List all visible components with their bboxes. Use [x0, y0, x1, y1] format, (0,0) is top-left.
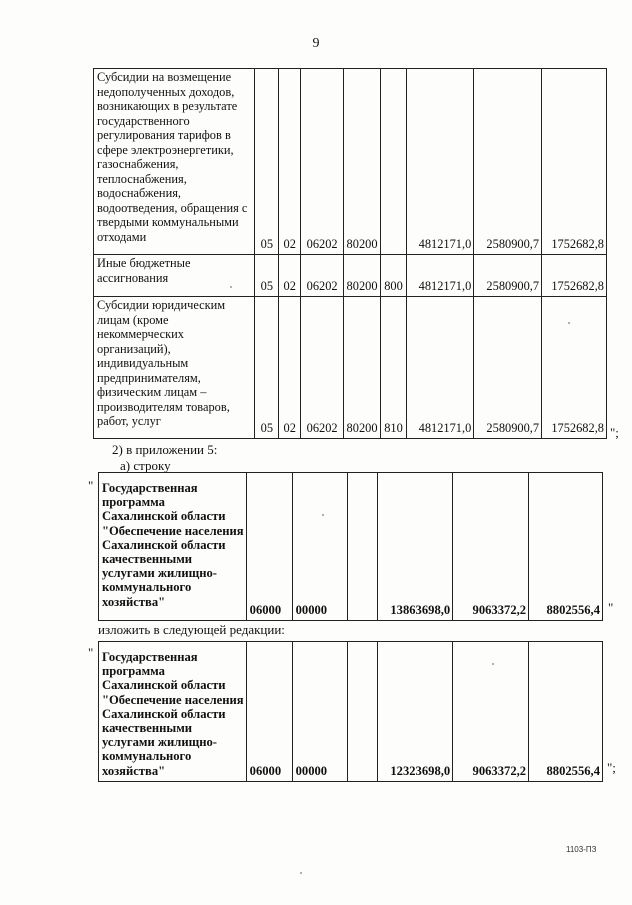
- cell-amount-1: 12323698,0: [378, 642, 453, 782]
- cell-vr: [348, 642, 378, 782]
- cell-csr-program: 06000: [246, 642, 292, 782]
- cell-vr: [348, 473, 378, 621]
- cell-amount-3: 1752682,8: [542, 69, 607, 255]
- expense-table: [93, 68, 607, 439]
- cell-amount-3: 8802556,4: [529, 642, 603, 782]
- cell-csr-direction: 00000: [292, 473, 348, 621]
- cell-csr-program: 06202: [300, 297, 343, 439]
- cell-vr: 810: [380, 297, 406, 439]
- cell-vr: 800: [380, 255, 406, 297]
- cell-csr-direction: 80200: [343, 69, 380, 255]
- item-2-text: 2) в приложении 5:: [112, 442, 218, 457]
- cell-amount-1: 13863698,0: [378, 473, 453, 621]
- cell-amount-3: 1752682,8: [542, 255, 607, 297]
- opening-quote-mark: ": [88, 478, 94, 493]
- page-number: 9: [312, 36, 320, 51]
- row-name: Субсидии юридическим лицам (кроме некоммерческих организаций), индивидуальным предпринимателям, физическим лицам – производителям товаров, работ, услуг: [94, 297, 255, 439]
- cell-amount-2: 2580900,7: [474, 255, 542, 297]
- cell-rz: 05: [254, 297, 278, 439]
- closing-quote-mark: ": [608, 600, 614, 615]
- scan-speck: [300, 872, 302, 874]
- opening-quote-mark: ": [88, 645, 94, 660]
- cell-csr-program: 06202: [300, 255, 343, 297]
- cell-pr: 02: [278, 297, 300, 439]
- cell-rz: 05: [254, 255, 278, 297]
- document-code: 1103-ПЗ: [566, 845, 597, 854]
- cell-amount-1: 4812171,0: [406, 297, 474, 439]
- scan-speck: [230, 286, 232, 288]
- cell-csr-program: 06000: [246, 473, 292, 621]
- cell-rz: 05: [254, 69, 278, 255]
- cell-csr-direction: 00000: [292, 642, 348, 782]
- cell-amount-3: 8802556,4: [529, 473, 603, 621]
- cell-amount-3: 1752682,8: [542, 297, 607, 439]
- item-a-text: а) строку: [120, 458, 171, 473]
- table-row: [99, 473, 603, 621]
- scan-speck: [492, 663, 494, 665]
- cell-csr-direction: 80200: [343, 297, 380, 439]
- row-name: Субсидии на возмещение недополученных доходов, возникающих в результате государственного регулирования тарифов в сфере электроэнергетики, газоснабжения, теплоснабжения, водоснабжения, водоотведения, обращения с твердыми коммунальными отходами: [94, 69, 255, 255]
- scan-speck: [322, 514, 324, 516]
- program-name: Государственная программа Сахалинской области "Обеспечение населения Сахалинской области качественными услугами жилищно-коммунального хозяйства": [99, 473, 247, 621]
- program-name: Государственная программа Сахалинской области "Обеспечение населения Сахалинской области качественными услугами жилищно-коммунального хозяйства": [99, 642, 247, 782]
- cell-pr: 02: [278, 69, 300, 255]
- cell-csr-program: 06202: [300, 69, 343, 255]
- closing-quote-mark: ";: [610, 425, 619, 440]
- cell-csr-direction: 80200: [343, 255, 380, 297]
- cell-vr: [380, 69, 406, 255]
- program-row-new: [98, 641, 603, 782]
- cell-amount-2: 2580900,7: [474, 297, 542, 439]
- closing-quote-mark: ";: [607, 760, 616, 775]
- table-row: [99, 642, 603, 782]
- cell-amount-2: 9063372,2: [453, 473, 529, 621]
- table-row: [94, 69, 607, 255]
- cell-pr: 02: [278, 255, 300, 297]
- table-row: [94, 255, 607, 297]
- cell-amount-2: 2580900,7: [474, 69, 542, 255]
- cell-amount-1: 4812171,0: [406, 255, 474, 297]
- program-row-old: [98, 472, 603, 621]
- table-row: [94, 297, 607, 439]
- scan-speck: [568, 322, 570, 324]
- cell-amount-1: 4812171,0: [406, 69, 474, 255]
- replace-text: изложить в следующей редакции:: [98, 622, 285, 637]
- row-name: Иные бюджетные ассигнования: [94, 255, 255, 297]
- cell-amount-2: 9063372,2: [453, 642, 529, 782]
